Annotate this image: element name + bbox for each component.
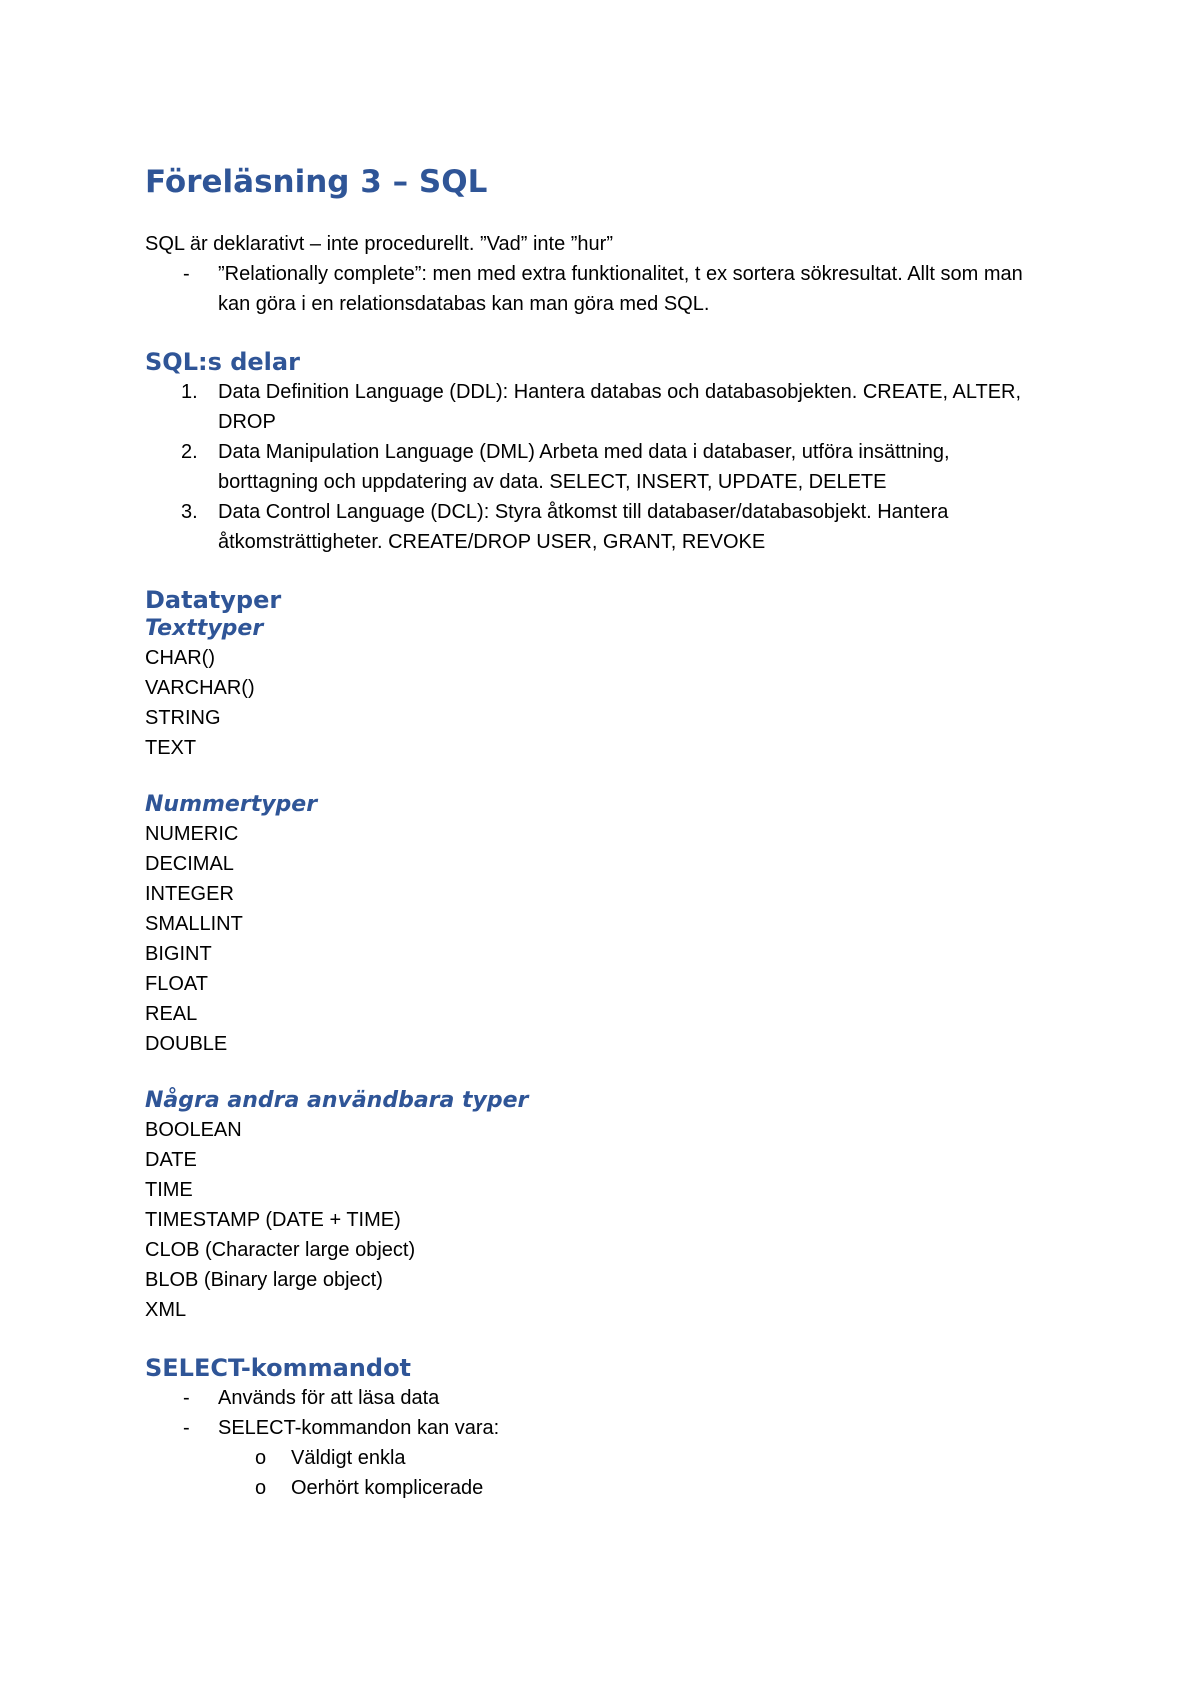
numbered-item <box>145 377 1045 437</box>
intro-bullet <box>145 259 1045 319</box>
item-number: 3. <box>181 501 198 523</box>
item-number: 1. <box>181 381 198 403</box>
dash-marker: - <box>183 263 190 285</box>
type-item: CHAR() <box>145 647 215 669</box>
type-item: SMALLINT <box>145 913 243 935</box>
bullet-text: Används för att läsa data <box>218 1387 440 1409</box>
dash-marker: - <box>183 1387 190 1409</box>
type-item: CLOB (Character large object) <box>145 1239 416 1261</box>
sub-bullet-text: Väldigt enkla <box>291 1447 406 1469</box>
type-item: TIME <box>145 1179 193 1201</box>
type-item: TEXT <box>145 737 197 759</box>
type-item: DATE <box>145 1149 197 1171</box>
item-text: Data Manipulation Language (DML) Arbeta med data i databaser, utföra insättning, borttagning och uppdatering av data. SELECT, INSERT, UPDATE, DELETE <box>218 441 950 493</box>
item-text: Data Control Language (DCL): Styra åtkomst till databaser/databasobjekt. Hantera åtkomsträttigheter. CREATE/DROP USER, GRANT, REVOKE <box>218 501 949 553</box>
section-heading-delar: SQL:s delar <box>145 348 300 376</box>
select-bullet <box>145 1383 1045 1413</box>
type-item: VARCHAR() <box>145 677 255 699</box>
select-sub-bullet <box>145 1443 1045 1473</box>
type-item: DECIMAL <box>145 853 234 875</box>
sub-bullet-text: Oerhört komplicerade <box>291 1477 484 1499</box>
select-sub-bullet <box>145 1473 1045 1503</box>
type-item: INTEGER <box>145 883 234 905</box>
item-text: Data Definition Language (DDL): Hantera databas och databasobjekten. CREATE, ALTER, DROP <box>218 381 1022 433</box>
select-bullet <box>145 1413 1045 1443</box>
type-item: BLOB (Binary large object) <box>145 1269 383 1291</box>
section-heading-datatyper: Datatyper <box>145 586 282 614</box>
type-item: BIGINT <box>145 943 212 965</box>
intro-line: SQL är deklarativt – inte procedurellt. ”Vad” inte ”hur” <box>145 233 613 255</box>
item-number: 2. <box>181 441 198 463</box>
intro-bullet-text: ”Relationally complete”: men med extra funktionalitet, t ex sortera sökresultat. Allt som man kan göra i en relationsdatabas kan man göra med SQL. <box>218 263 1023 315</box>
numbered-item <box>145 497 1045 557</box>
subheading-nummertyper: Nummertyper <box>145 792 318 817</box>
type-item: FLOAT <box>145 973 208 995</box>
numbered-item <box>145 437 1045 497</box>
type-item: TIMESTAMP (DATE + TIME) <box>145 1209 401 1231</box>
circle-marker: o <box>255 1477 267 1499</box>
document-body <box>145 163 1045 1503</box>
type-item: BOOLEAN <box>145 1119 242 1141</box>
type-item: DOUBLE <box>145 1033 228 1055</box>
subheading-texttyper: Texttyper <box>145 616 264 641</box>
type-item: REAL <box>145 1003 198 1025</box>
type-item: XML <box>145 1299 187 1321</box>
document-title: Föreläsning 3 – SQL <box>145 164 488 200</box>
circle-marker: o <box>255 1447 267 1469</box>
section-heading-select: SELECT-kommandot <box>145 1354 412 1382</box>
dash-marker: - <box>183 1417 190 1439</box>
subheading-andra-typer: Några andra användbara typer <box>145 1088 529 1113</box>
bullet-text: SELECT-kommandon kan vara: <box>218 1417 500 1439</box>
type-item: STRING <box>145 707 221 729</box>
type-item: NUMERIC <box>145 823 239 845</box>
